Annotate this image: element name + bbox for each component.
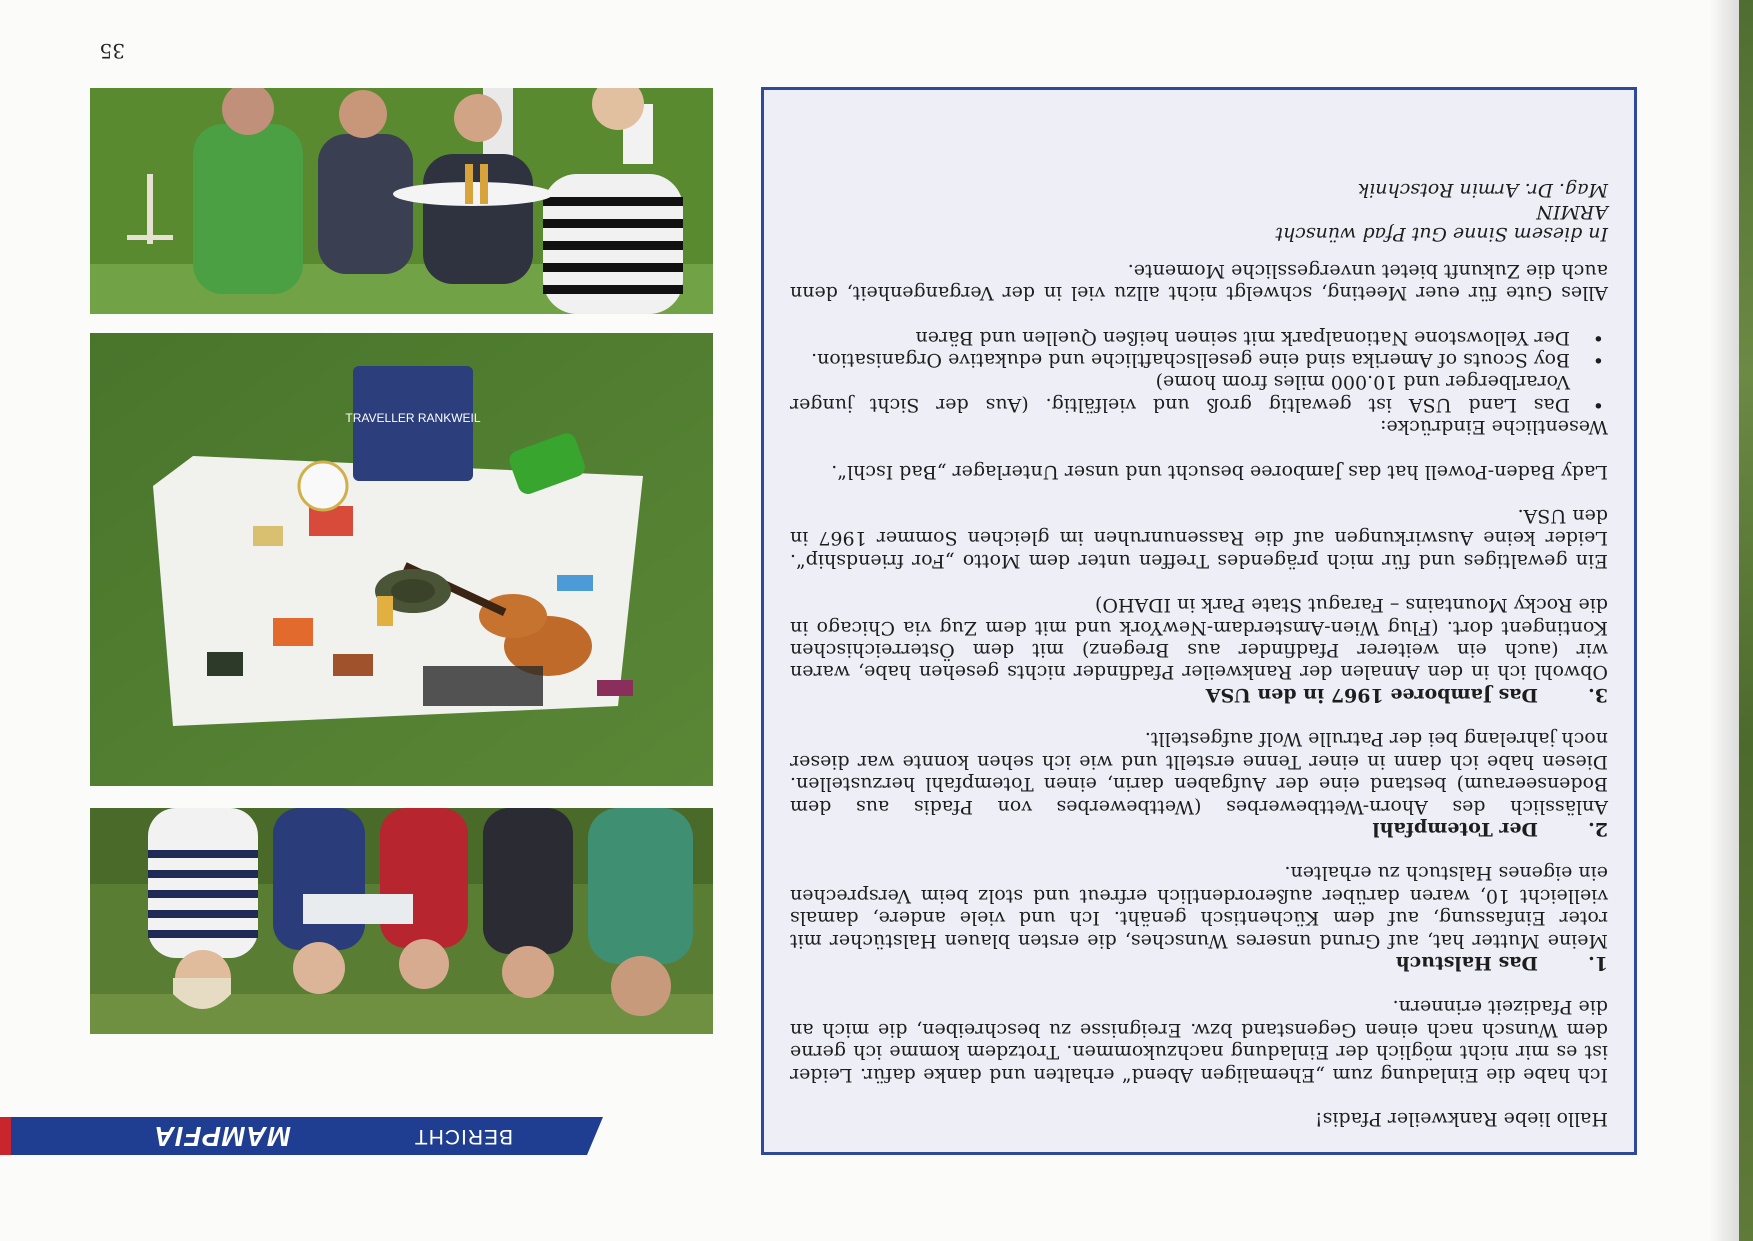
article-box [761, 87, 1637, 1155]
section-paragraph: Obwohl ich in den Annalen der Rankweiler Pfadfinder nichts gesehen habe, waren wir (auch ein weiterer Pfadfinder aus Bregenz) mit dem Österreichischen Kontingent dort. (Flug Wien-Amsterdam-NewYork und mit dem Zug via Chicago in die Rocky Mountains – Faragut State Park in IDAHO) [790, 594, 1608, 684]
section-number: 2. [1588, 817, 1608, 840]
signature-line: In diesem Sinne Gut Pfad wünscht [1275, 223, 1608, 246]
section-paragraph: Ein gewaltiges und für mich prägendes Treffen unter dem Motto „For friendship“. Leider keine Auswirkungen auf die Rassenunruhen im gleichen Sommer 1967 in den USA. [790, 505, 1608, 572]
closing-paragraph: Alles Gute für euer Meeting, schwelgt nicht allzu viel in der Vergangenheit, denn auch die Zukunft bietet unvergessliche Momente. [790, 259, 1608, 305]
section-title: Das Jamboree 1967 in den USA [1205, 683, 1538, 706]
section-title: Das Halstuch [1395, 951, 1538, 974]
section-title: Der Totempfahl [1372, 817, 1538, 840]
section-number: 1. [1588, 951, 1608, 974]
greeting: Hallo liebe Rankweiler Pfadis! [1315, 1108, 1608, 1130]
group-photo [90, 808, 713, 1034]
section-number: 3. [1588, 683, 1608, 706]
section-heading [790, 684, 1608, 706]
magazine-logo: MAMPFIA [153, 1121, 291, 1152]
intro-paragraph: Ich habe die Einladung zum „Ehemaligen Abend“ erhalten und danke dafür. Leider ist es mir nicht möglich der Einladung nachzukommen. Trotzdem komme ich gerne dem Wunsch nach einen Gegenstand bzw. Ereignisse zu beschreiben, die mich an die Pfadizeit erinnern. [790, 996, 1608, 1086]
memorabilia-photo [90, 333, 713, 786]
header-accent [0, 1117, 11, 1155]
list-item: • Boy Scouts of Amerika sind eine gesellschaftliche und edukative Organisation. [790, 349, 1608, 371]
section-paragraph: Lady Baden-Powell hat das Jamboree besucht und unser Unterlager „Bad Ischl“. [831, 460, 1608, 483]
section-paragraph: Meine Mutter hat, auf Grund unseres Wunsches, die ersten blauen Halstücher mit roter Einfassung, auf dem Küchentisch genäht. Ich und viele andere, damals vielleicht 10, waren darüber außerordentlich erfreut und stolz beim Versprechen ein eigenes Halstuch zu erhalten. [790, 862, 1608, 952]
list-item: • Das Land USA ist gewaltig groß und vielfältig. (Aus der Sicht junger Vorarlberger und 10.000 miles from home) [790, 371, 1608, 416]
page-number: 35 [99, 39, 125, 63]
list-item: • Der Yellowstone Nationalpark mit seinen heißen Quellen und Bären [790, 326, 1608, 348]
section-label: BERICHT [413, 1125, 513, 1148]
gutter-shadow [1709, 0, 1739, 1241]
group-photo [90, 88, 713, 314]
impressions-list [790, 326, 1608, 416]
impressions-label: Wesentliche Eindrücke: [1380, 416, 1608, 439]
facing-page-edge [1739, 0, 1753, 1241]
section-paragraph: Anlässlich des Ahorn-Wettbewerbes (Wettbewerbes von Pfadis aus dem Bodenseeraum) bestand eine der Aufgaben darin, einen Totempfahl herzustellen. Diesen habe ich dann in einer Tenne erstellt und wie ich sehen konnte war dieser noch jahrelang bei der Patrulle Wolf aufgestellt. [790, 728, 1608, 818]
signature-name: ARMIN [1536, 201, 1608, 223]
bag-text: TRAVELLER RANKWEIL [345, 411, 481, 425]
signature-fullname: Mag. Dr. Armin Rotschnik [1357, 178, 1608, 201]
section-heading [790, 818, 1608, 840]
section-heading [790, 952, 1608, 974]
